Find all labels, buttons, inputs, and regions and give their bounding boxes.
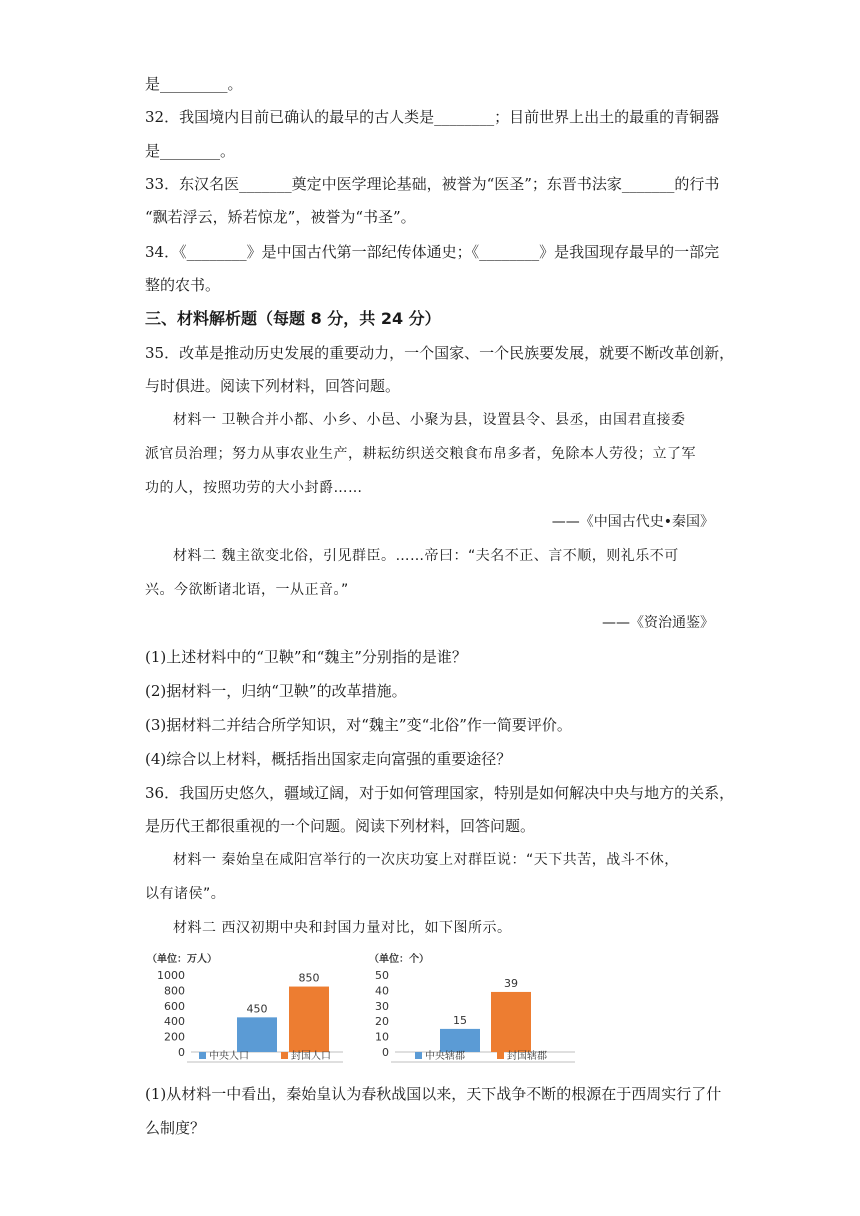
q34-line1: 34．《________》是中国古代第一部纪传体通史；《________》是我国现存最早的一部完 — [145, 243, 720, 261]
bar-data-label: 39 — [504, 976, 518, 990]
q35-material1-line1: 材料一 卫鞅合并小都、小乡、小邑、小聚为县，设置县令、县丞，由国君直接委 — [173, 412, 686, 428]
y-tick-label: 0 — [178, 1046, 185, 1059]
y-tick-label: 30 — [375, 999, 389, 1013]
y-tick-label: 800 — [164, 984, 185, 998]
q35-material2-line1: 材料二 魏主欲变北俗，引见群臣。……帝曰：“夫名不正、言不顺，则礼乐不可 — [173, 548, 679, 564]
q35-sub4: (4)综合以上材料，概括指出国家走向富强的重要途径？ — [145, 750, 512, 768]
bar-fief — [289, 987, 329, 1052]
y-tick-label: 0 — [382, 1046, 389, 1059]
bar-data-label: 15 — [453, 1013, 467, 1027]
q32-line2: 是________。 — [145, 142, 236, 160]
q35-intro1: 35．改革是推动历史发展的重要动力，一个国家、一个民族要发展，就要不断改革创新， — [145, 344, 735, 362]
bar-central — [440, 1029, 480, 1052]
chart-unit-label: （单位：个） — [369, 954, 429, 965]
y-tick-label: 1000 — [157, 969, 185, 982]
q36-intro2: 是历代王都很重视的一个问题。阅读下列材料，回答问题。 — [145, 817, 536, 835]
q35-source2: ——《资治通鉴》 — [602, 615, 714, 631]
q36-material1-line1: 材料一 秦始皇在咸阳宫举行的一次庆功宴上对群臣说：“天下共苦，战斗不休， — [173, 852, 679, 868]
q35-sub2: (2)据材料一，归纳“卫鞅”的改革措施。 — [145, 682, 407, 700]
q36-material1-line2: 以有诸侯”。 — [145, 886, 226, 902]
q34-line2: 整的农书。 — [145, 276, 221, 294]
legend-swatch — [497, 1052, 504, 1059]
bar-data-label: 850 — [298, 971, 320, 985]
population-bar-chart — [143, 950, 358, 1065]
bar-fief — [491, 992, 531, 1052]
legend-label: 中央人口 — [209, 1051, 249, 1062]
q36-sub1-line2: 么制度？ — [145, 1119, 206, 1137]
q36-sub1-line1: (1)从材料一中看出，秦始皇认为春秋战国以来，天下战争不断的根源在于西周实行了什 — [145, 1085, 722, 1103]
legend-label: 中央辖郡 — [425, 1051, 465, 1062]
q36-intro1: 36．我国历史悠久，疆域辽阔，对于如何管理国家，特别是如何解决中央与地方的关系， — [145, 784, 735, 802]
commandery-bar-chart — [365, 950, 580, 1065]
q35-intro2: 与时俱进。阅读下列材料，回答问题。 — [145, 377, 401, 395]
q35-sub3: (3)据材料二并结合所学知识，对“魏主”变“北俗”作一简要评价。 — [145, 716, 572, 734]
bar-data-label: 450 — [246, 1002, 268, 1016]
q35-material1-line2: 派官员治理；努力从事农业生产，耕耘纺织送交粮食布帛多者，免除本人劳役；立了军 — [145, 446, 696, 462]
q33-line1: 33．东汉名医_______奠定中医学理论基础，被誉为“医圣”；东晋书法家_______的行书 — [145, 175, 720, 193]
legend-label: 封国人口 — [291, 1051, 331, 1062]
y-tick-label: 20 — [375, 1015, 389, 1029]
legend-swatch — [415, 1052, 422, 1059]
legend-swatch — [199, 1052, 206, 1059]
legend-label: 封国辖郡 — [507, 1051, 547, 1062]
q31-tail: 是_________。 — [145, 75, 243, 93]
legend-swatch — [281, 1052, 288, 1059]
q35-material2-line2: 兴。今欲断诸北语，一从正音。” — [145, 582, 349, 598]
y-tick-label: 600 — [164, 999, 185, 1013]
q35-sub1: (1)上述材料中的“卫鞅”和“魏主”分别指的是谁？ — [145, 648, 467, 666]
y-tick-label: 400 — [164, 1015, 185, 1029]
y-tick-label: 40 — [375, 984, 389, 998]
q32-line1: 32．我国境内目前已确认的最早的古人类是________；目前世界上出土的最重的青铜器 — [145, 108, 720, 126]
q33-line2: “飘若浮云，矫若惊龙”，被誉为“书圣”。 — [145, 208, 416, 226]
y-tick-label: 10 — [375, 1030, 389, 1044]
q36-material2: 材料二 西汉初期中央和封国力量对比，如下图所示。 — [173, 920, 512, 936]
q35-source1: ——《中国古代史•秦国》 — [551, 514, 714, 530]
q35-material1-line3: 功的人，按照功劳的大小封爵…… — [145, 480, 363, 496]
y-tick-label: 200 — [164, 1030, 185, 1044]
chart-unit-label: （单位：万人） — [147, 954, 217, 965]
section-title: 三、材料解析题（每题 8 分，共 24 分） — [145, 309, 441, 328]
bar-central — [237, 1017, 277, 1052]
y-tick-label: 50 — [375, 969, 389, 982]
